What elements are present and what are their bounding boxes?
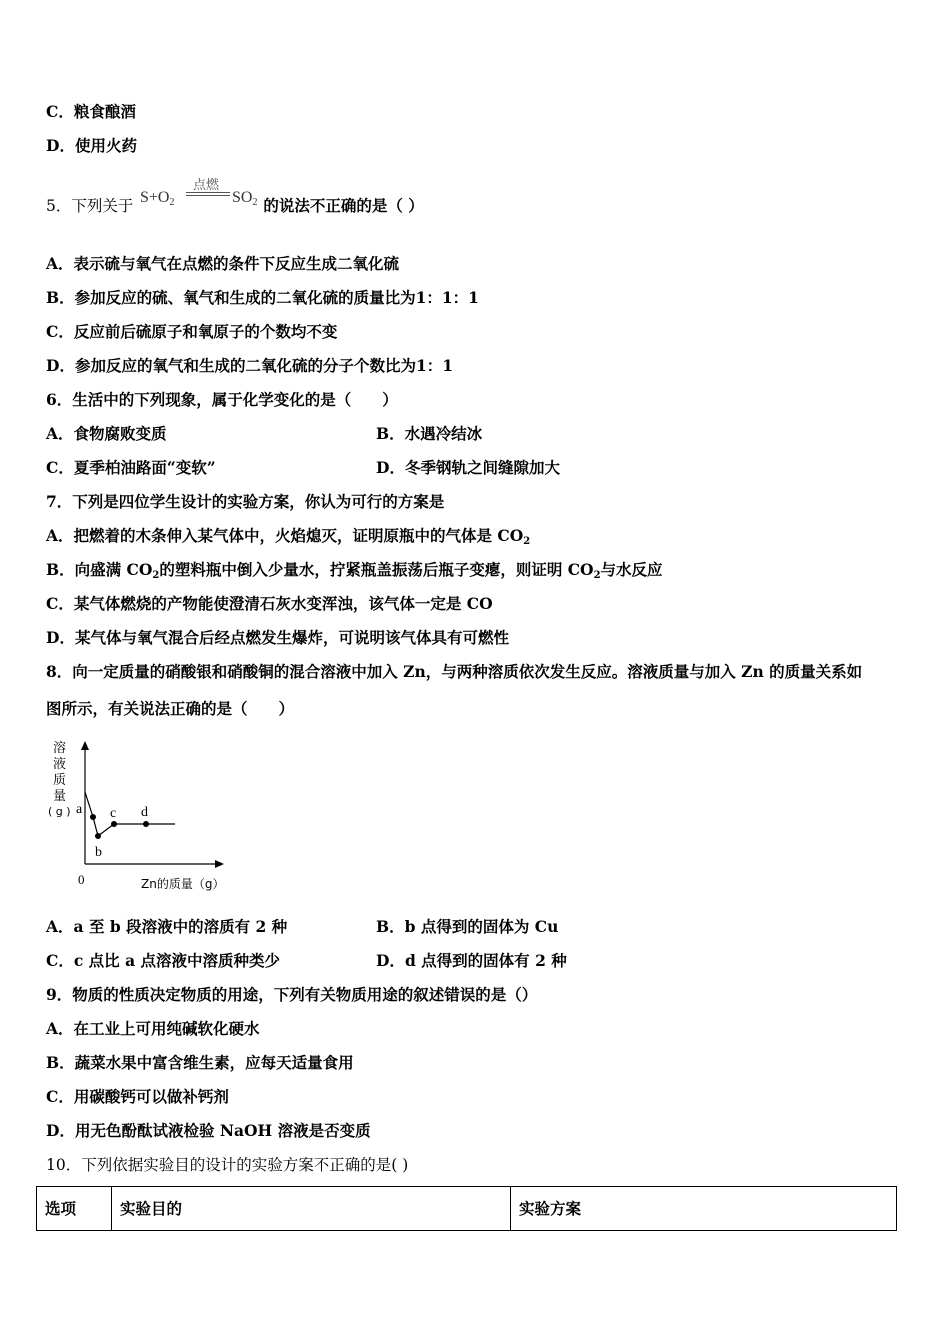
- q8-option-a: A．a 至 b 段溶液中的溶质有 2 种: [46, 917, 288, 936]
- q7-stem: 7．下列是四位学生设计的实验方案，你认为可行的方案是: [46, 492, 445, 511]
- q4-option-c: C．粮食酿酒: [46, 102, 136, 121]
- label-a: a: [76, 802, 83, 817]
- graph-ylabel-3: 质: [53, 773, 67, 788]
- q6-option-b: B．水遇冷结冰: [376, 424, 483, 443]
- q5-suffix: 的说法不正确的是（ ）: [263, 196, 424, 215]
- graph-xlabel: Zn的质量（g）: [141, 877, 225, 891]
- q10-stem: 10．下列依据实验目的设计的实验方案不正确的是( ): [46, 1156, 409, 1174]
- header-plan: 实验方案: [511, 1187, 897, 1231]
- q10-table: [36, 1186, 897, 1231]
- q7-option-d: D．某气体与氧气混合后经点燃发生爆炸，可说明该气体具有可燃性: [46, 628, 509, 647]
- q5-option-c: C．反应前后硫原子和氧原子的个数均不变: [46, 322, 338, 341]
- label-c: c: [110, 806, 117, 821]
- label-d: d: [141, 805, 148, 820]
- graph-origin: 0: [78, 872, 85, 887]
- eq-lhs: $S+O_2$: [140, 189, 175, 208]
- q9-option-b: B．蔬菜水果中富含维生素，应每天适量食用: [46, 1053, 354, 1072]
- q5-option-a: A．表示硫与氧气在点燃的条件下反应生成二氧化硫: [46, 254, 400, 273]
- q8-option-d: D．d 点得到的固体有 2 种: [376, 951, 567, 970]
- q5-equation: [140, 174, 268, 214]
- q6-stem: 6．生活中的下列现象，属于化学变化的是（ ）: [46, 390, 398, 409]
- q8-graph: [44, 736, 244, 896]
- point-c: [111, 821, 117, 827]
- eq-bar-bottom: [186, 195, 230, 196]
- eq-condition: 点燃: [193, 177, 220, 192]
- graph-ylabel-1: 溶: [53, 741, 67, 756]
- q9-option-d: D．用无色酚酞试液检验 NaOH 溶液是否变质: [46, 1121, 371, 1140]
- q9-option-a: A．在工业上可用纯碱软化硬水: [46, 1019, 260, 1038]
- table-header-row: [37, 1187, 897, 1231]
- q7-option-b: B．向盛满 $CO_2$的塑料瓶中倒入少量水，拧紧瓶盖振荡后瓶子变瘪，则证明 $CO_2$与水反应: [46, 560, 663, 581]
- graph-ylabel-2: 液: [53, 757, 67, 772]
- graph-yunit: ( g ): [48, 805, 71, 818]
- q7-option-a: A．把燃着的木条伸入某气体中，火焰熄灭，证明原瓶中的气体是 $CO_2$: [46, 526, 531, 547]
- eq-bar-top: [186, 192, 230, 193]
- graph-x-arrow: [215, 860, 224, 868]
- q8-option-c: C．c 点比 a 点溶液中溶质种类少: [46, 951, 281, 970]
- header-option: 选项: [37, 1187, 112, 1231]
- graph-curve: [85, 792, 175, 836]
- point-a: [90, 814, 96, 820]
- point-d: [143, 821, 149, 827]
- label-b: b: [95, 845, 102, 860]
- q4-option-d: D．使用火药: [46, 136, 137, 155]
- graph-y-arrow: [81, 741, 89, 750]
- q8-stem-line1: 8．向一定质量的硝酸银和硝酸铜的混合溶液中加入 Zn，与两种溶质依次发生反应。溶液质量与加入 Zn 的质量关系如: [46, 662, 863, 681]
- q5-option-b: B．参加反应的硫、氧气和生成的二氧化硫的质量比为1：1：1: [46, 288, 479, 307]
- q6-option-c: C．夏季柏油路面“变软”: [46, 458, 216, 477]
- point-b: [95, 833, 101, 839]
- eq-rhs: $SO_2$: [232, 189, 258, 208]
- q5-prefix: 5．下列关于: [46, 197, 134, 215]
- q5-option-d: D．参加反应的氧气和生成的二氧化硫的分子个数比为1：1: [46, 356, 454, 375]
- q8-stem-line2: 图所示，有关说法正确的是（ ）: [46, 699, 295, 718]
- header-purpose: 实验目的: [112, 1187, 511, 1231]
- q9-option-c: C．用碳酸钙可以做补钙剂: [46, 1087, 229, 1106]
- graph-ylabel-4: 量: [53, 789, 67, 804]
- q8-option-b: B．b 点得到的固体为 Cu: [376, 917, 559, 936]
- q6-option-d: D．冬季钢轨之间缝隙加大: [376, 458, 560, 477]
- q9-stem: 9．物质的性质决定物质的用途，下列有关物质用途的叙述错误的是（）: [46, 985, 538, 1004]
- q6-option-a: A．食物腐败变质: [46, 424, 167, 443]
- q7-option-c: C．某气体燃烧的产物能使澄清石灰水变浑浊，该气体一定是 CO: [46, 594, 493, 613]
